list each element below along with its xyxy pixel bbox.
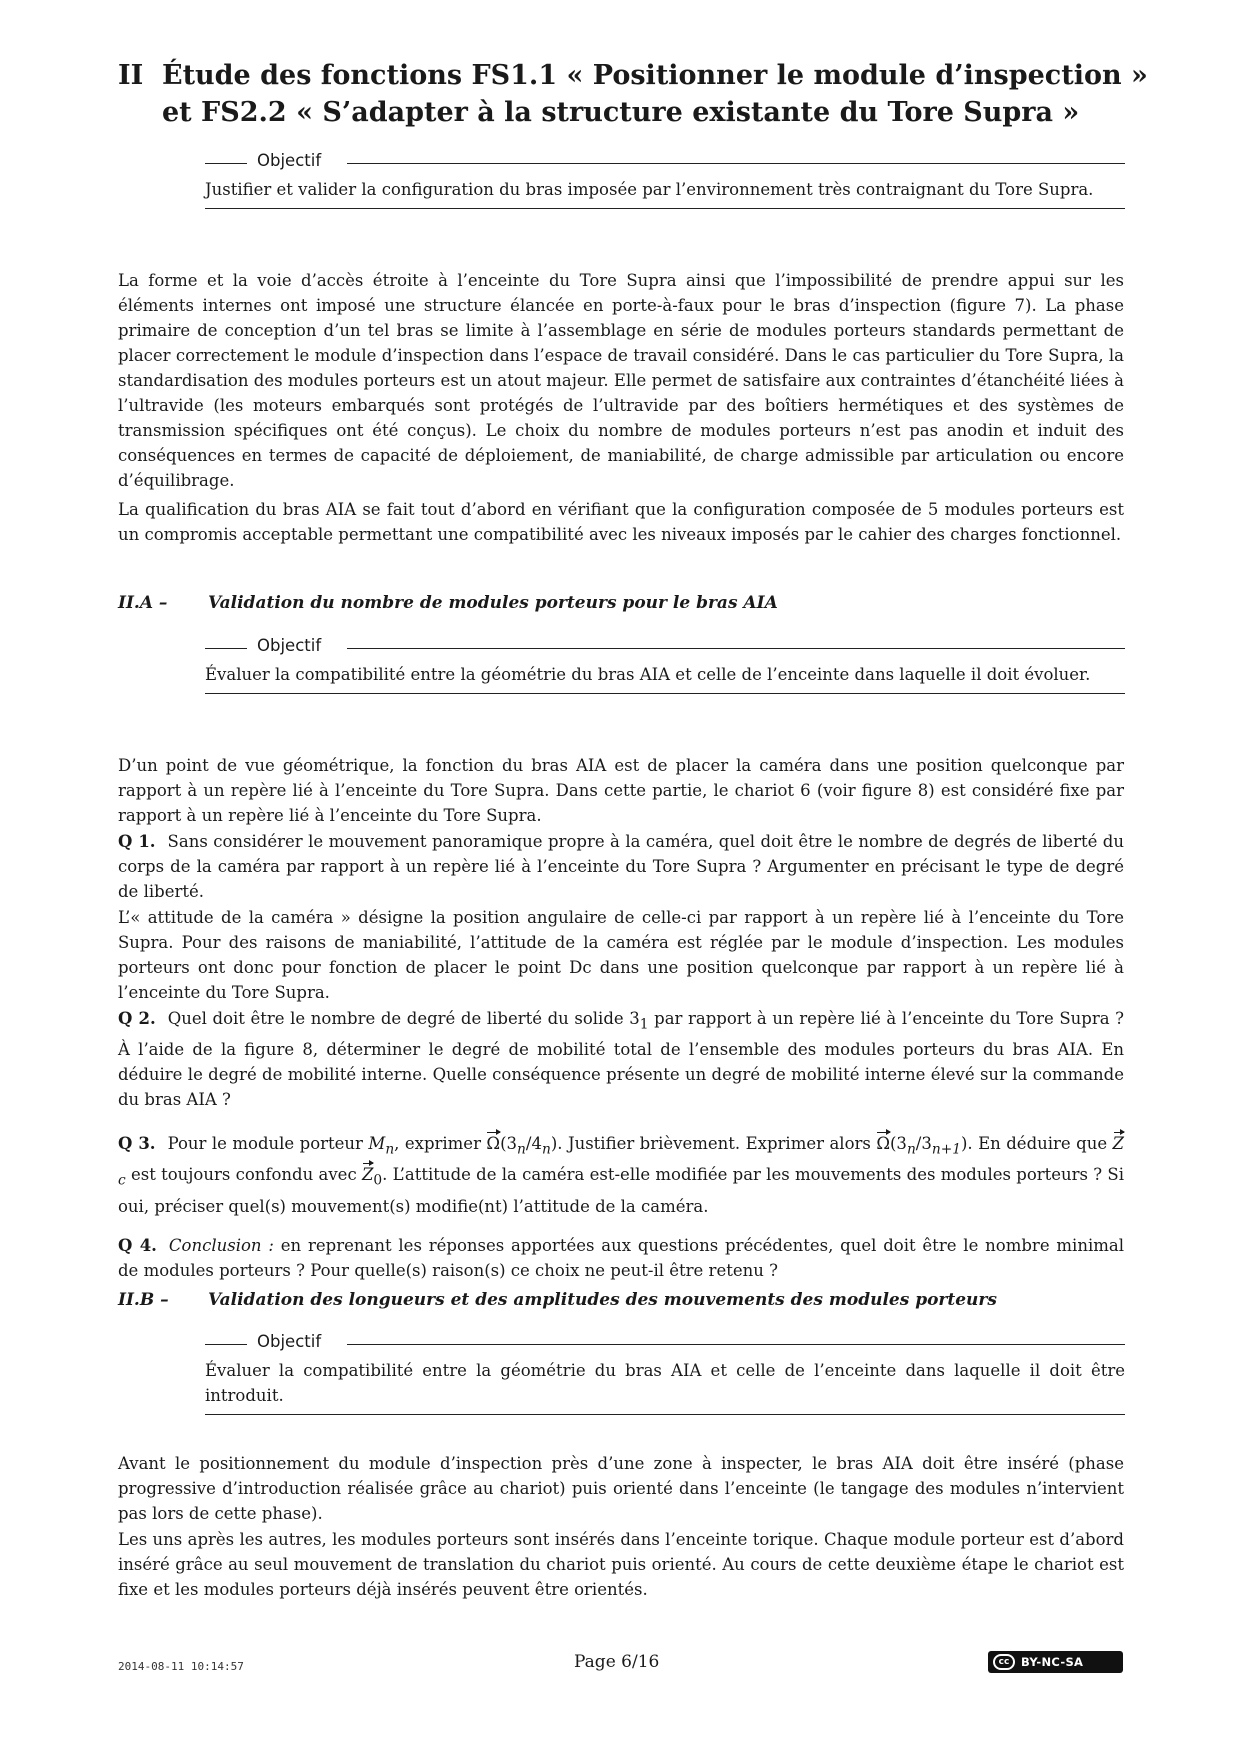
objective-label: Objectif — [257, 151, 322, 170]
question-2: Q 2. Quel doit être le nombre de degré de liberté du solide $3_1$ par rapport à un repère lié à l’enceinte du Tore Supra ? À l’aide de la figure 8, déterminer le degré de mobilité total de l’ensemble des modules porteurs du bras AIA. En déduire le degré de mobilité interne. Quelle conséquence présente un degré de mobilité interne élevé sur la commande du bras AIA ? — [118, 1009, 1125, 1110]
subsection-a-paragraph-2: L’« attitude de la caméra » désigne la position angulaire de celle-ci par rapport à un repère lié à l’enceinte du Tore Supra. Pour des raisons de maniabilité, l’attitude de la caméra est réglée par le module d’inspection. Les modules porteurs ont donc pour fonction de placer le point Dc dans une position quelconque par rapport à un repère lié à l’enceinte du Tore Supra. — [118, 908, 1124, 1002]
question-3: Q 3. Pour le module porteur $M_n$, exprimer $\Omega(3_n/4_n)$. Justifier brièvement. Exprimer alors $\Omega(3_n/3_{n+1})$. En déduire que $Z_c$ est toujours confondu avec $Z_0$. L’attitude de la caméra est-elle modifiée par les mouvements des modules porteurs ? Si oui, préciser quel(s) mouvement(s) modifie(nt) l’attitude de la caméra. — [118, 1131, 1124, 1219]
subsection-a-number: II.A – — [118, 593, 168, 613]
intro-paragraph-1: La forme et la voie d’accès étroite à l’enceinte du Tore Supra ainsi que l’impossibilité de prendre appui sur les éléments internes ont imposé une structure élancée en porte-à-faux pour le bras d’inspection (figure 7). La phase primaire de conception d’un tel bras se limite à l’assemblage en série de modules porteurs standards permettant de placer correctement le module d’inspection dans l’espace de travail considéré. Dans le cas particulier du Tore Supra, la standardisation des modules porteurs est un atout majeur. Elle permet de satisfaire aux contraintes d’étanchéité liées à l’ultravide (les moteurs embarqués sont protégés de l’ultravide par des boîtiers hermétiques et des systèmes de transmission spécifiques ont été conçus). Le choix du nombre de modules porteurs n’est pas anodin et induit des conséquences en termes de capacité de déploiement, de maniabilité, de charge admissible par articulation ou encore d’équilibrage. — [118, 271, 1124, 490]
subsection-b-paragraph-1: Avant le positionnement du module d’inspection près d’une zone à inspecter, le bras AIA doit être inséré (phase progressive d’introduction réalisée grâce au chariot) puis orienté dans l’enceinte (le tangage des modules n’intervient pas lors de cette phase). — [118, 1454, 1124, 1523]
question-label: Q 3. — [118, 1134, 156, 1153]
footer-page-number: Page 6/16 — [574, 1652, 660, 1672]
objective-label: Objectif — [257, 636, 322, 655]
question-label: Q 2. — [118, 1009, 156, 1028]
objective-text: Justifier et valider la configuration du bras imposée par l’environnement très contraignant du Tore Supra. — [205, 180, 1094, 199]
objective-text: Évaluer la compatibilité entre la géométrie du bras AIA et celle de l’enceinte dans laquelle il doit évoluer. — [205, 665, 1091, 684]
objective-box-3 — [205, 1334, 1125, 1415]
subsection-b-paragraph-2: Les uns après les autres, les modules porteurs sont insérés dans l’enceinte torique. Chaque module porteur est d’abord inséré grâce au seul mouvement de translation du chariot puis orienté. Au cours de cette deuxième étape le chariot est fixe et les modules porteurs déjà insérés peuvent être orientés. — [118, 1530, 1124, 1599]
subsection-a-title: Validation du nombre de modules porteurs pour le bras AIA — [208, 593, 778, 613]
objective-box-2 — [205, 638, 1125, 694]
subsection-b-number: II.B – — [118, 1290, 169, 1310]
footer-timestamp: 2014-08-11 10:14:57 — [118, 1660, 244, 1673]
question-text: Sans considérer le mouvement panoramique propre à la caméra, quel doit être le nombre de degrés de liberté du corps de la caméra par rapport à un repère lié à l’enceinte du Tore Supra ? Argumenter en précisant le type de degré de liberté. — [118, 832, 1124, 901]
section-number: II — [118, 60, 144, 91]
subsection-b-heading — [118, 1290, 1124, 1310]
subsection-a-paragraph-1: D’un point de vue géométrique, la fonction du bras AIA est de placer la caméra dans une position quelconque par rapport à un repère lié à l’enceinte du Tore Supra. Dans cette partie, le chariot 6 (voir figure 8) est considéré fixe par rapport à un repère lié à l’enceinte du Tore Supra. — [118, 756, 1124, 825]
objective-box-1 — [205, 153, 1125, 209]
objective-text: Évaluer la compatibilité entre la géométrie du bras AIA et celle de l’enceinte dans laquelle il doit être introduit. — [205, 1361, 1125, 1405]
question-label: Q 4. — [118, 1236, 157, 1255]
subsection-b-title: Validation des longueurs et des amplitudes des mouvements des modules porteurs — [208, 1290, 997, 1310]
question-label: Q 1. — [118, 832, 156, 851]
cc-icon: cc — [993, 1654, 1015, 1670]
section-title-line1: Étude des fonctions FS1.1 « Positionner le module d’inspection » — [162, 60, 1148, 91]
section-title-line2: et FS2.2 « S’adapter à la structure existante du Tore Supra » — [162, 97, 1080, 128]
question-1 — [118, 829, 1124, 904]
license-text: BY-NC-SA — [1021, 1655, 1084, 1669]
objective-label: Objectif — [257, 1332, 322, 1351]
question-4: Q 4. Conclusion : en reprenant les réponses apportées aux questions précédentes, quel doit être le nombre minimal de modules porteurs ? Pour quelle(s) raison(s) ce choix ne peut-il être retenu ? — [118, 1236, 1124, 1280]
license-badge — [988, 1651, 1123, 1673]
subsection-a-heading — [118, 593, 1124, 613]
intro-paragraph-2: La qualification du bras AIA se fait tout d’abord en vérifiant que la configuration composée de 5 modules porteurs est un compromis acceptable permettant une compatibilité avec les niveaux imposés par le cahier des charges fonctionnel. — [118, 500, 1124, 544]
